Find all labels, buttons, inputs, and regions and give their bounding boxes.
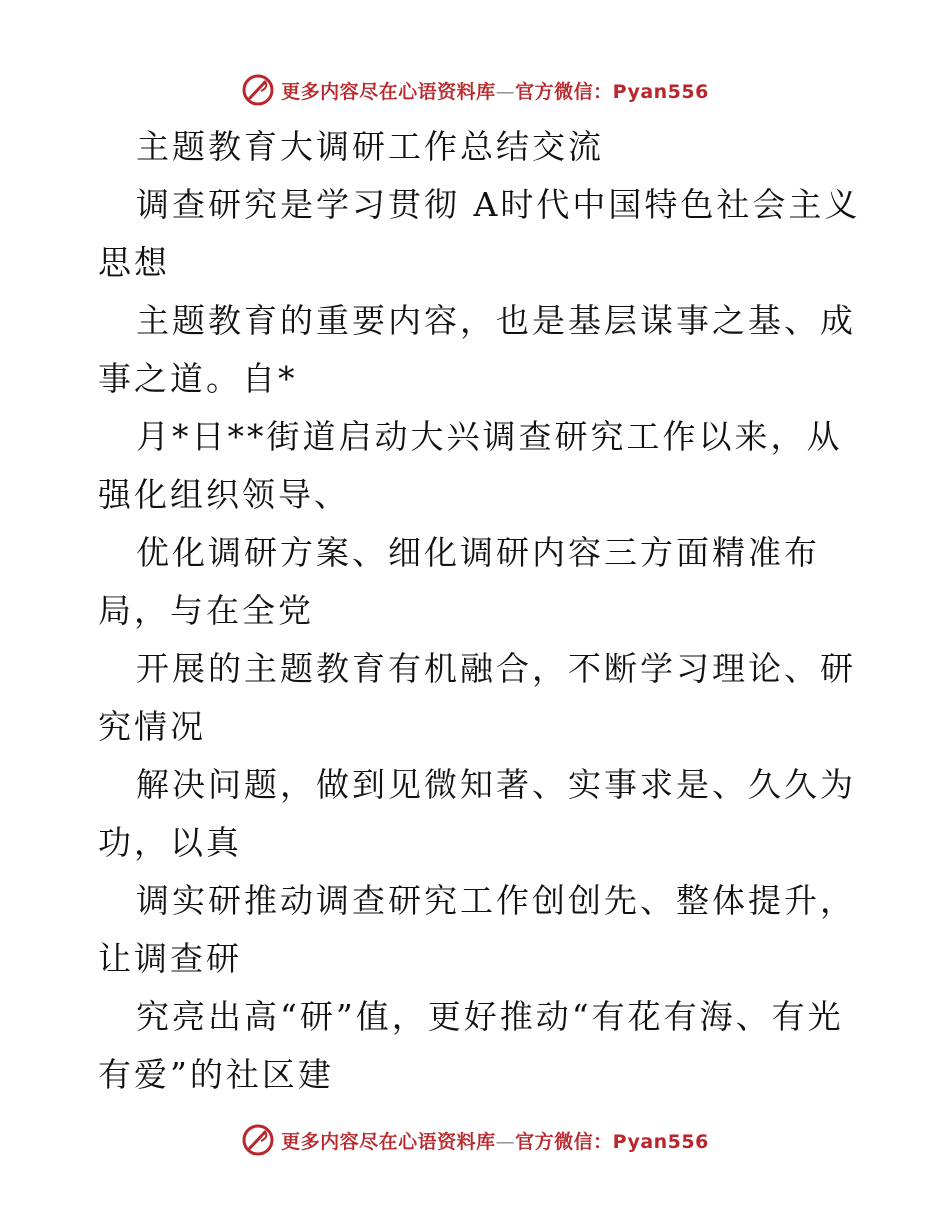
paragraph: 究亮出高“研”值，更好推动“有花有海、有光有爱”的社区建 bbox=[98, 997, 844, 1094]
banner-main-text: 更多内容尽在心语资料库 bbox=[281, 1130, 496, 1153]
paragraph: 优化调研方案、细化调研内容三方面精准布局，与在全党 bbox=[98, 533, 820, 630]
banner-dash: — bbox=[495, 80, 516, 103]
paragraph: 主题教育的重要内容，也是基层谋事之基、成事之道。自* bbox=[98, 301, 856, 398]
banner-text bbox=[281, 1127, 709, 1154]
quill-logo-icon bbox=[241, 1123, 275, 1157]
footer-watermark-banner bbox=[0, 1120, 950, 1160]
paragraph: 调查研究是学习贯彻 A时代中国特色社会主义思想 bbox=[98, 185, 861, 282]
paragraph: 月*日**街道启动大兴调查研究工作以来，从强化组织领导、 bbox=[98, 417, 843, 514]
banner-dash: — bbox=[495, 1130, 516, 1153]
document-body bbox=[98, 118, 868, 1104]
banner-contact-text: 官方微信：Pyan556 bbox=[515, 80, 709, 103]
doc-title-line: 主题教育大调研工作总结交流 bbox=[136, 127, 604, 166]
paragraph: 解决问题，做到见微知著、实事求是、久久为功，以真 bbox=[98, 765, 856, 862]
paragraph: 调实研推动调查研究工作创创先、整体提升，让调查研 bbox=[98, 881, 856, 978]
header-watermark-banner bbox=[0, 70, 950, 110]
quill-logo-icon bbox=[241, 73, 275, 107]
banner-contact-text: 官方微信：Pyan556 bbox=[515, 1130, 709, 1153]
banner-text bbox=[281, 77, 709, 104]
paragraph: 开展的主题教育有机融合，不断学习理论、研究情况 bbox=[98, 649, 856, 746]
banner-main-text: 更多内容尽在心语资料库 bbox=[281, 80, 496, 103]
